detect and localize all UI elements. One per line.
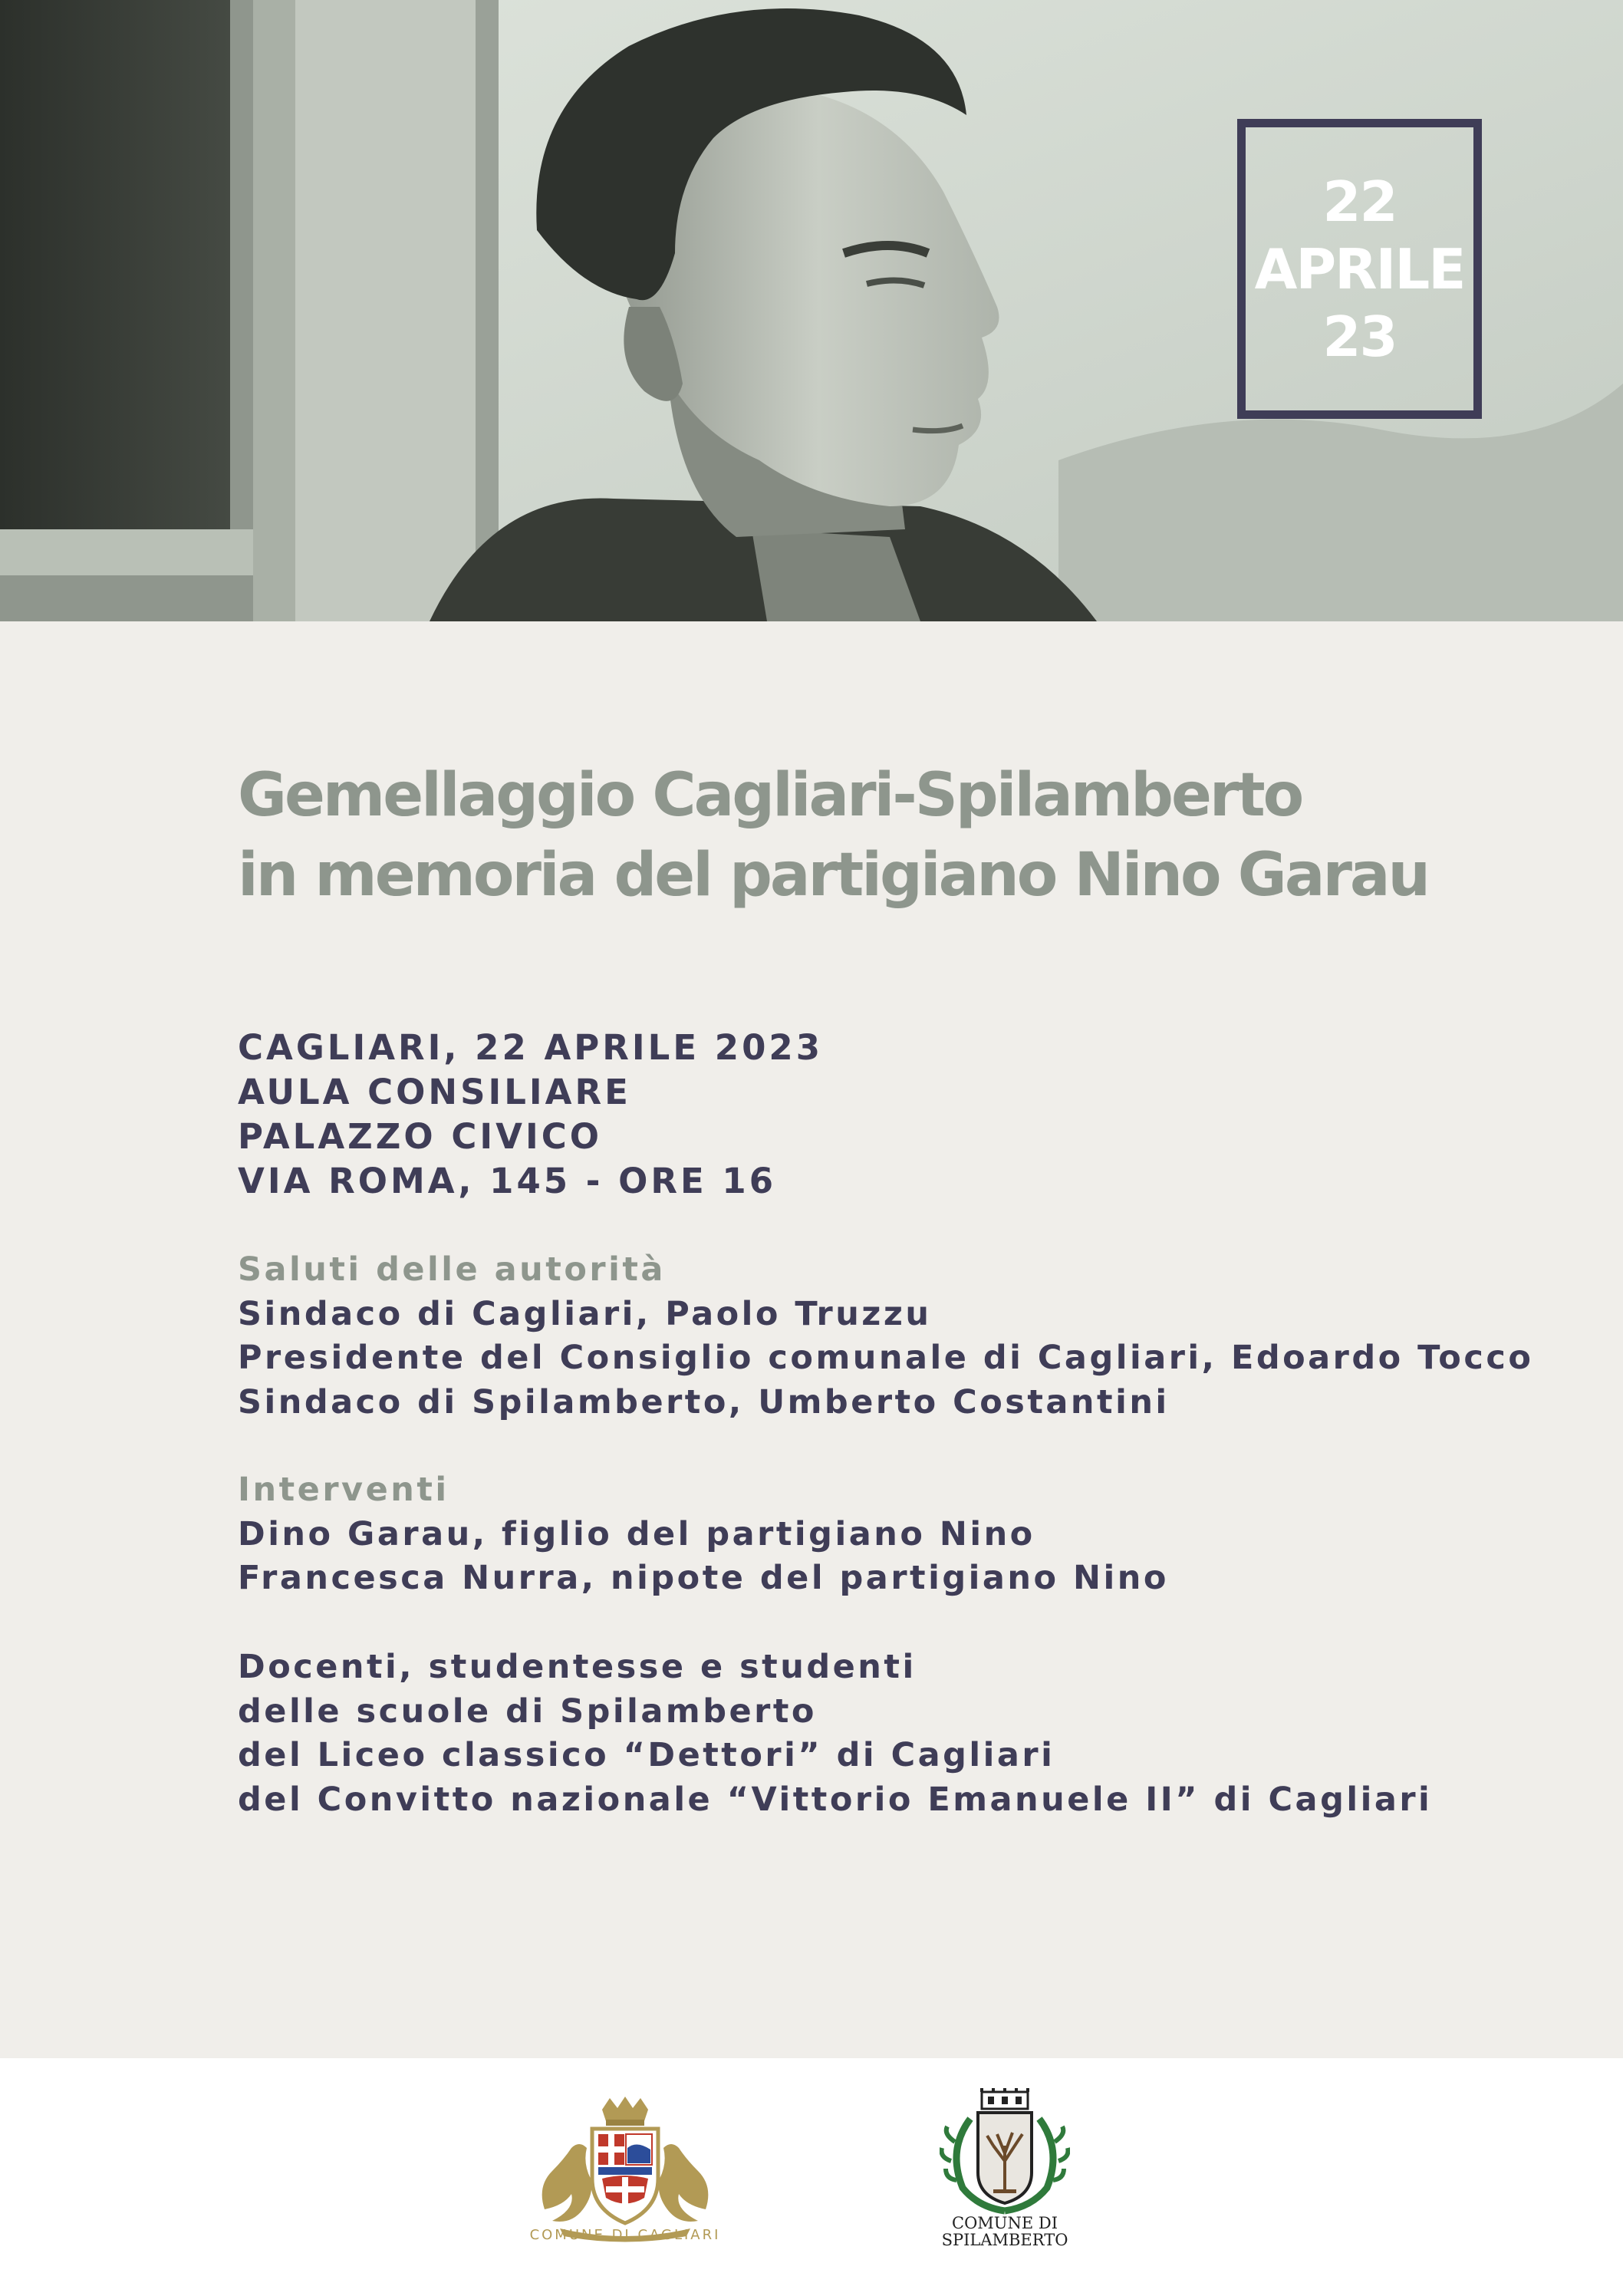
speeches-item: Francesca Nurra, nipote del partigiano Nino (238, 1559, 1169, 1597)
speeches-section (238, 1468, 1603, 1601)
greetings-item: Presidente del Consiglio comunale di Cagliari, Edoardo Tocco (238, 1339, 1534, 1377)
spilamberto-coat-of-arms-logo (940, 2088, 1070, 2219)
speeches-heading: Interventi (238, 1471, 449, 1509)
greetings-section (238, 1248, 1603, 1425)
spilamberto-caption-line-1: COMUNE DI (952, 2214, 1058, 2232)
venue-line: PALAZZO CIVICO (238, 1116, 602, 1157)
title-line-1: Gemellaggio Cagliari-Spilamberto (238, 761, 1302, 830)
date-box (1237, 119, 1482, 419)
speeches-item: Dino Garau, figlio del partigiano Nino (238, 1514, 1035, 1553)
greetings-item: Sindaco di Spilamberto, Umberto Costantini (238, 1382, 1170, 1421)
date-year: 23 (1322, 304, 1397, 369)
participants-line: del Convitto nazionale “Vittorio Emanuele II” di Cagliari (238, 1780, 1433, 1819)
footer (0, 2058, 1623, 2296)
cagliari-logo-caption: COMUNE DI CAGLIARI (529, 2227, 721, 2243)
cagliari-coat-of-arms-logo (529, 2094, 721, 2248)
date-day: 22 (1322, 169, 1397, 234)
venue-line: CAGLIARI, 22 APRILE 2023 (238, 1027, 824, 1068)
spilamberto-caption-line-2: SPILAMBERTO (941, 2231, 1068, 2249)
participants-line: del Liceo classico “Dettori” di Cagliari (238, 1736, 1055, 1774)
venue-line: VIA ROMA, 145 - ORE 16 (238, 1161, 777, 1201)
title-line-2: in memoria del partigiano Nino Garau (238, 841, 1429, 910)
greetings-heading: Saluti delle autorità (238, 1250, 666, 1289)
venue-block (238, 1026, 1580, 1204)
spilamberto-logo-caption (913, 2215, 1097, 2248)
participants-section (238, 1645, 1603, 1822)
greetings-item: Sindaco di Cagliari, Paolo Truzzu (238, 1294, 932, 1333)
venue-line: AULA CONSILIARE (238, 1072, 631, 1112)
participants-line: delle scuole di Spilamberto (238, 1692, 817, 1731)
page-title (238, 756, 1588, 915)
participants-line: Docenti, studentesse e studenti (238, 1648, 917, 1686)
date-month: APRILE (1254, 236, 1465, 301)
